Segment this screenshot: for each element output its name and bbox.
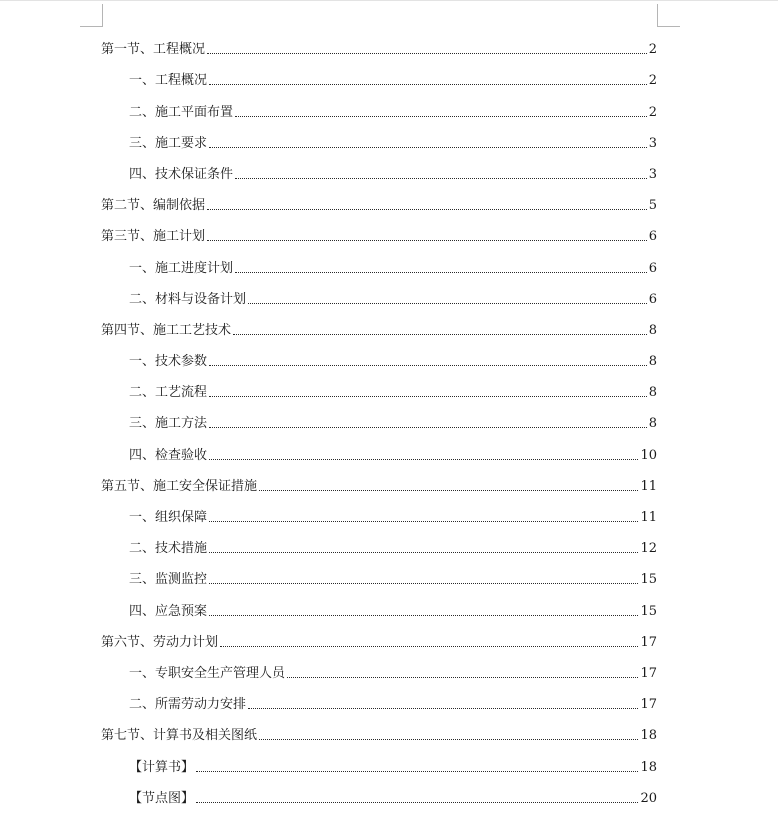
- toc-page-number: 12: [640, 541, 657, 557]
- toc-page-number: 18: [640, 759, 657, 775]
- toc-entry-title: 第五节、施工安全保证措施: [101, 478, 258, 494]
- toc-section-entry[interactable]: [101, 623, 657, 654]
- toc-subsection-entry[interactable]: [101, 435, 657, 466]
- toc-subsection-entry[interactable]: [101, 591, 657, 622]
- toc-section-entry[interactable]: [101, 186, 657, 217]
- toc-dot-leader: [209, 147, 647, 148]
- toc-subsection-entry[interactable]: [101, 529, 657, 560]
- toc-dot-leader: [207, 209, 647, 210]
- toc-entry-title: 第七节、计算书及相关图纸: [101, 728, 258, 744]
- toc-entry-title: 一、技术参数: [129, 354, 208, 370]
- toc-dot-leader: [209, 583, 638, 584]
- toc-subsection-entry[interactable]: [101, 747, 657, 778]
- toc-entry-title: 一、组织保障: [129, 510, 208, 525]
- toc-entry-title: 二、技术措施: [129, 541, 208, 557]
- toc-entry-title: 二、所需劳动力安排: [129, 697, 247, 713]
- toc-dot-leader: [287, 677, 638, 678]
- toc-entry-title: 第四节、施工工艺技术: [101, 322, 232, 338]
- toc-entry-title: 三、施工要求: [129, 135, 208, 151]
- toc-dot-leader: [233, 334, 647, 335]
- toc-page-number: 3: [648, 135, 657, 151]
- toc-dot-leader: [209, 459, 638, 460]
- toc-page-number: 3: [648, 166, 657, 182]
- margin-corner-mark-right: [657, 4, 680, 27]
- toc-dot-leader: [209, 84, 647, 85]
- toc-subsection-entry[interactable]: [101, 155, 657, 186]
- toc-page-number: 8: [648, 385, 657, 401]
- toc-section-entry[interactable]: [101, 311, 657, 342]
- toc-entry-title: 四、检查验收: [129, 447, 208, 463]
- toc-entry-title: 【节点图】: [129, 790, 195, 806]
- toc-entry-title: 一、工程概况: [129, 73, 208, 89]
- table-of-contents: [101, 30, 657, 810]
- toc-page-number: 11: [640, 510, 657, 525]
- toc-section-entry[interactable]: [101, 30, 657, 61]
- toc-dot-leader: [209, 396, 647, 397]
- toc-page-number: 6: [648, 260, 657, 276]
- toc-dot-leader: [259, 490, 638, 491]
- page-top-edge: [0, 0, 778, 1]
- toc-page-number: 17: [640, 697, 657, 713]
- toc-subsection-entry[interactable]: [101, 779, 657, 810]
- toc-dot-leader: [248, 303, 647, 304]
- toc-entry-title: 四、应急预案: [129, 603, 208, 619]
- toc-dot-leader: [209, 365, 647, 366]
- toc-dot-leader: [235, 116, 647, 117]
- toc-page-number: 6: [648, 229, 657, 245]
- toc-dot-leader: [207, 53, 647, 54]
- toc-page-number: 2: [648, 104, 657, 120]
- toc-section-entry[interactable]: [101, 467, 657, 498]
- toc-dot-leader: [209, 427, 647, 428]
- toc-entry-title: 一、施工进度计划: [129, 260, 234, 276]
- toc-subsection-entry[interactable]: [101, 498, 657, 529]
- toc-section-entry[interactable]: [101, 716, 657, 747]
- toc-dot-leader: [209, 552, 638, 553]
- toc-entry-title: 四、技术保证条件: [129, 166, 234, 182]
- toc-dot-leader: [209, 521, 638, 522]
- toc-page-number: 10: [640, 447, 657, 463]
- toc-dot-leader: [259, 739, 638, 740]
- toc-subsection-entry[interactable]: [101, 404, 657, 435]
- toc-entry-title: 第六节、劳动力计划: [101, 634, 219, 650]
- toc-page-number: 8: [648, 416, 657, 432]
- toc-entry-title: 三、施工方法: [129, 416, 208, 432]
- toc-page-number: 8: [648, 354, 657, 370]
- toc-subsection-entry[interactable]: [101, 654, 657, 685]
- toc-page-number: 11: [640, 478, 657, 494]
- toc-subsection-entry[interactable]: [101, 61, 657, 92]
- toc-page-number: 2: [648, 42, 657, 58]
- toc-subsection-entry[interactable]: [101, 92, 657, 123]
- toc-dot-leader: [196, 771, 638, 772]
- toc-subsection-entry[interactable]: [101, 342, 657, 373]
- toc-entry-title: 二、工艺流程: [129, 385, 208, 401]
- toc-entry-title: 三、监测监控: [129, 572, 208, 588]
- toc-page-number: 15: [640, 603, 657, 619]
- toc-entry-title: 二、施工平面布置: [129, 104, 234, 120]
- toc-page-number: 8: [648, 322, 657, 338]
- toc-page-number: 6: [648, 291, 657, 307]
- toc-page-number: 18: [640, 728, 657, 744]
- toc-section-entry[interactable]: [101, 217, 657, 248]
- margin-corner-mark-left: [80, 4, 103, 27]
- toc-subsection-entry[interactable]: [101, 373, 657, 404]
- toc-dot-leader: [196, 802, 638, 803]
- toc-page-number: 17: [640, 634, 657, 650]
- toc-page-number: 20: [640, 790, 657, 806]
- toc-dot-leader: [248, 708, 638, 709]
- toc-dot-leader: [235, 178, 647, 179]
- toc-entry-title: 第二节、编制依据: [101, 198, 206, 214]
- toc-subsection-entry[interactable]: [101, 248, 657, 279]
- toc-subsection-entry[interactable]: [101, 280, 657, 311]
- toc-page-number: 2: [648, 73, 657, 89]
- toc-entry-title: 第三节、施工计划: [101, 229, 206, 245]
- toc-entry-title: 第一节、工程概况: [101, 42, 206, 58]
- toc-page-number: 5: [648, 198, 657, 214]
- toc-subsection-entry[interactable]: [101, 685, 657, 716]
- toc-dot-leader: [207, 240, 647, 241]
- toc-dot-leader: [209, 615, 638, 616]
- toc-entry-title: 二、材料与设备计划: [129, 291, 247, 307]
- toc-dot-leader: [220, 646, 638, 647]
- toc-subsection-entry[interactable]: [101, 124, 657, 155]
- toc-page-number: 17: [640, 665, 657, 681]
- toc-page-number: 15: [640, 572, 657, 588]
- toc-dot-leader: [235, 272, 647, 273]
- toc-entry-title: 一、专职安全生产管理人员: [129, 665, 286, 681]
- toc-entry-title: 【计算书】: [129, 759, 195, 775]
- toc-subsection-entry[interactable]: [101, 560, 657, 591]
